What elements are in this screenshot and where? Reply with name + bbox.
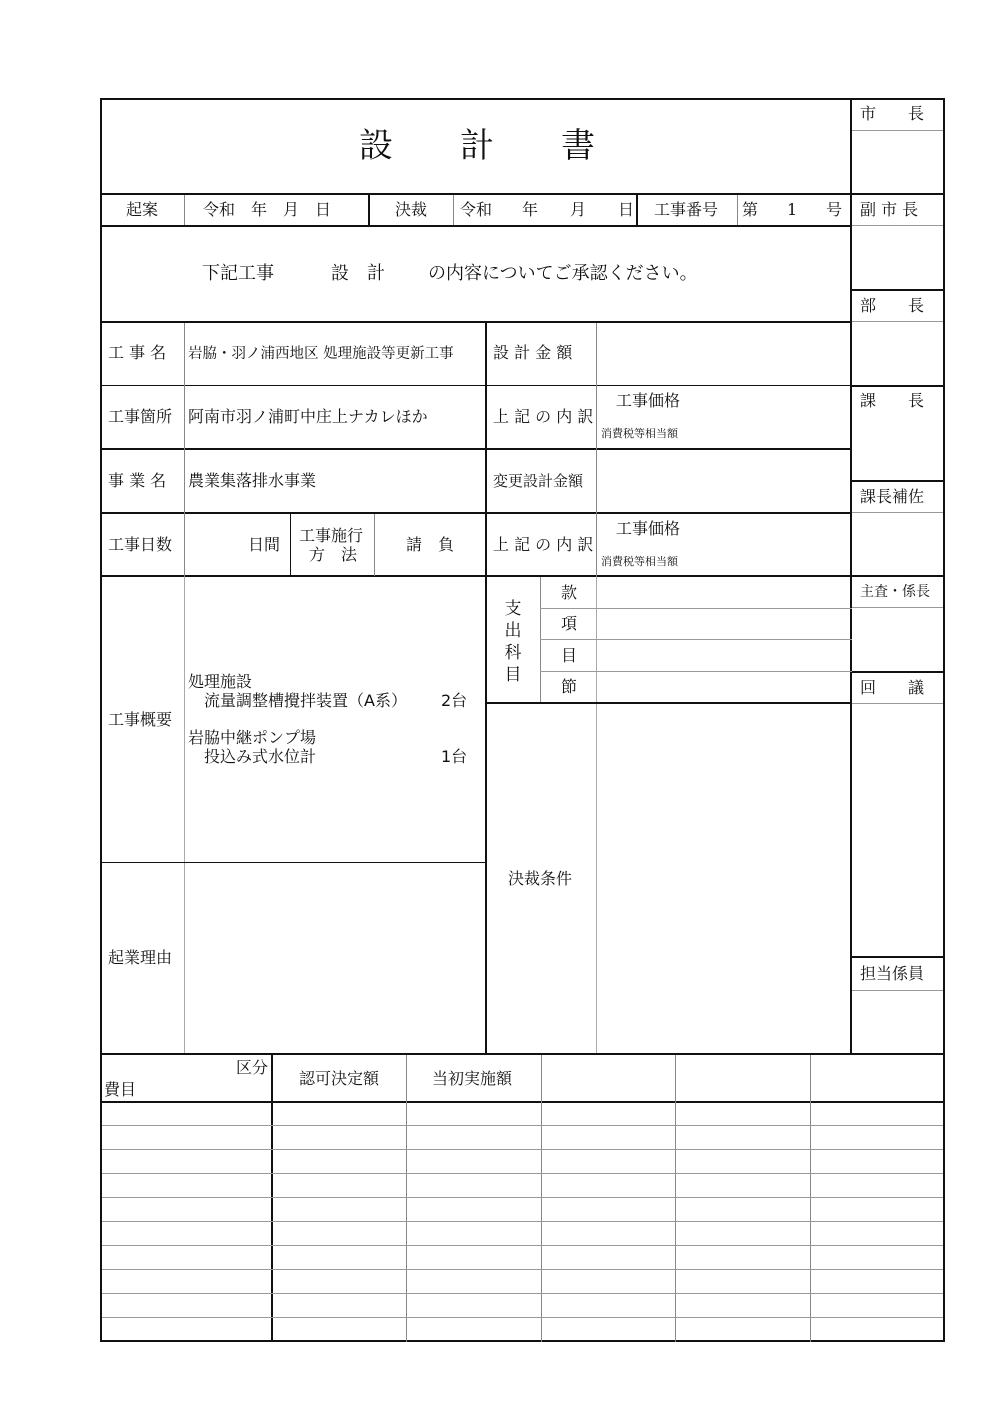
sekou-label-1: 工事施行: [299, 526, 364, 545]
kian-label: 起案: [126, 200, 159, 219]
jigyo-value: 農業集落排水事業: [188, 471, 317, 490]
kasho-label: 工事箇所: [108, 407, 173, 426]
kasho-value: 阿南市羽ノ浦町中庄上ナカレほか: [188, 407, 428, 426]
koji-number-value: 1: [787, 200, 798, 219]
koji-number-dai: 第: [742, 200, 759, 219]
gaiyo-qty-4: 1台: [441, 747, 468, 766]
henko-label: 変更設計金額: [493, 472, 584, 490]
gaiyo-line-2: 流量調整槽攪拌装置（A系）: [204, 691, 407, 710]
cost-himoku: 費目: [104, 1080, 137, 1099]
shishutsu-label: 支 出 科 目: [504, 599, 522, 685]
title-char-1: 設: [359, 126, 393, 166]
gaiyo-line-4: 投込み式水位計: [204, 747, 317, 766]
kian-date: 令和 年 月 日: [203, 200, 332, 219]
kessai-era: 令和: [460, 200, 493, 219]
kigyo-riyu-label: 起業理由: [108, 948, 173, 967]
gaiyo-label: 工事概要: [108, 710, 173, 729]
request-prefix: 下記工事: [202, 263, 274, 284]
request-suffix: の内容についてご承認ください。: [428, 263, 698, 284]
approver-vice-mayor: 副 市 長: [860, 200, 919, 219]
koji-number-go: 号: [826, 200, 843, 219]
kojikakaku-2: 工事価格: [616, 519, 681, 538]
kessai-joken-label: 決裁条件: [508, 869, 573, 888]
uchiwake-label-1: 上 記 の 内 訳: [493, 407, 594, 426]
koji-mei-value: 岩脇・羽ノ浦西地区 処理施設等更新工事: [188, 346, 454, 362]
ukeoi: 請 負: [406, 535, 455, 554]
title-char-3: 書: [561, 126, 595, 166]
shishutsu-moku: 目: [561, 646, 578, 665]
shishutsu-setsu: 節: [561, 677, 578, 696]
nissu-label: 工事日数: [108, 535, 173, 554]
title-char-2: 計: [460, 126, 494, 166]
kojikakaku-1: 工事価格: [616, 391, 681, 410]
shohizei-2: 消費税等相当額: [601, 555, 678, 568]
approver-section-chief: 課 長: [860, 391, 925, 410]
sekou-label-2: 方 法: [309, 545, 358, 564]
approver-supervisor: 主査・係長: [860, 584, 930, 600]
shohizei-1: 消費税等相当額: [601, 427, 678, 440]
approver-circulation: 回 議: [860, 678, 925, 697]
kessai-date: 年 月 日: [522, 200, 635, 219]
koji-mei-label: 工 事 名: [108, 343, 167, 362]
gaiyo-line-1: 処理施設: [188, 672, 253, 691]
gaiyo-qty-2: 2台: [441, 691, 468, 710]
shishutsu-kan: 款: [561, 583, 578, 602]
approver-director: 部 長: [860, 296, 925, 315]
gaiyo-line-3: 岩脇中継ポンプ場: [188, 728, 317, 747]
approver-staff: 担当係員: [860, 964, 925, 983]
uchiwake-label-2: 上 記 の 内 訳: [493, 535, 594, 554]
cost-ninka: 認可決定額: [299, 1069, 380, 1088]
jigyo-label: 事 業 名: [108, 471, 167, 490]
approver-mayor: 市 長: [860, 104, 925, 123]
koji-number-label: 工事番号: [654, 200, 719, 219]
approver-assistant-chief: 課長補佐: [860, 487, 925, 506]
shishutsu-kou: 項: [561, 614, 578, 633]
nichikan: 日間: [248, 535, 281, 554]
request-kind: 設 計: [331, 263, 385, 284]
cost-tousho: 当初実施額: [432, 1069, 513, 1088]
sekkei-kingaku-label: 設 計 金 額: [493, 343, 573, 362]
cost-kubun: 区分: [236, 1058, 269, 1077]
kessai-label: 決裁: [395, 200, 428, 219]
